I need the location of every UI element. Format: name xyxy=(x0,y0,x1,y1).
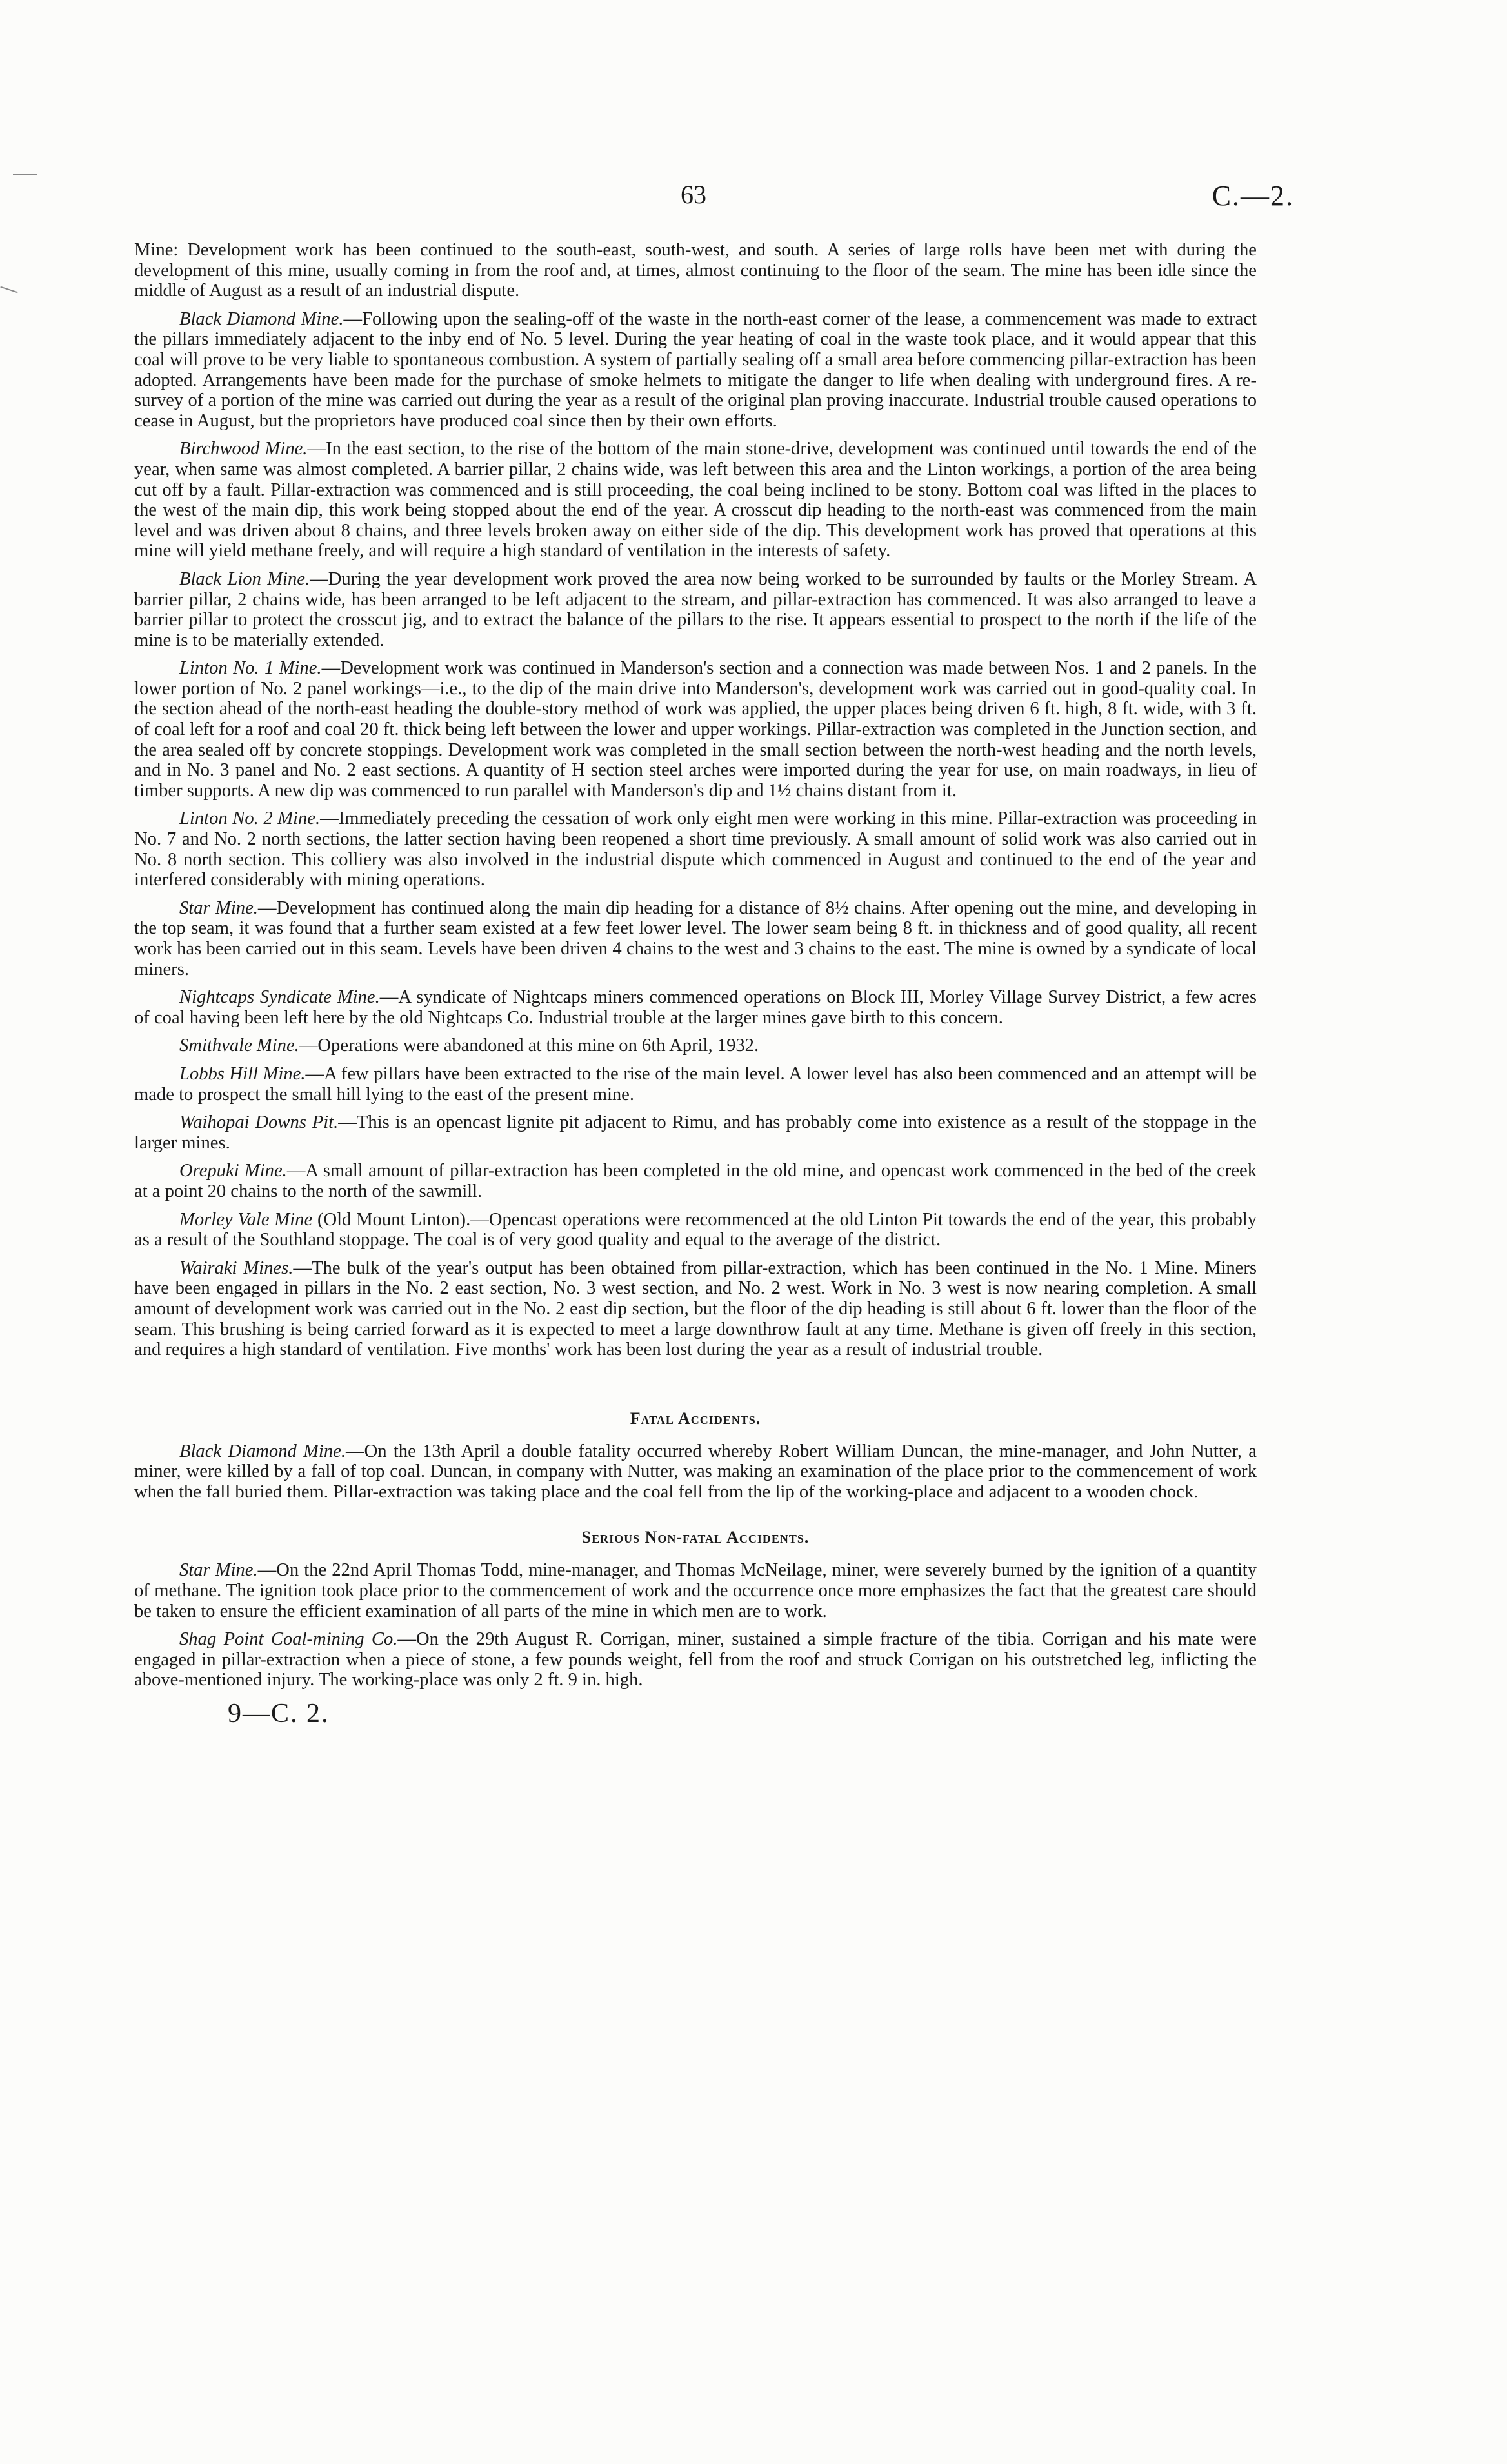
paragraph-text: —Development has continued along the main dip heading for a distance of 8½ chains. After opening out the mine, and developing in the top seam, it was found that a further seam existed at a few feet lower level. The lower seam being 8 ft. in thickness and of good quality, all recent work has been carried out in this seam. Levels have been driven 4 chains to the west and 3 chains to the east. The mine is owned by a syndicate of local miners. xyxy=(134,897,1257,979)
paragraph-text: —On the 22nd April Thomas Todd, mine-manager, and Thomas McNeilage, miner, were severely burned by the ignition of a quantity of methane. The ignition took place prior to the commencement of work and the occurrence once more emphasizes the fact that the greatest care should be taken to ensure the efficient examination of all parts of the mine in which men are to work. xyxy=(134,1560,1257,1621)
paragraph-smithvale xyxy=(134,1036,1257,1056)
mine-reports xyxy=(134,240,1257,1360)
mine-name: Wairaki Mines. xyxy=(179,1257,294,1278)
margin-mark xyxy=(0,286,17,294)
section-heading-fatal-accidents: Fatal Accidents. xyxy=(630,1408,761,1428)
mine-name: Linton No. 2 Mine. xyxy=(179,808,321,829)
section-heading-serious-accidents: Serious Non-fatal Accidents. xyxy=(581,1528,810,1547)
paragraph-text: —Development work was continued in Manderson's section and a connection was made between Nos. 1 and 2 panels. In the lower portion of No. 2 panel workings—i.e., to the dip of the main drive into Manderson's, development work was carried out in good-quality coal. In the section ahead of the north-east heading the double-story method of work was applied, the upper places being driven 6 ft. high, 8 ft. wide, with 3 ft. of coal left for a roof and coal 20 ft. thick being left between the lower and upper workings. Pillar-extraction was completed in the Junction section, and the area sealed off by concrete stoppings. Development work was completed in the small section between the north-west heading and the north levels, and in No. 3 panel and No. 2 east sections. A quantity of H section steel arches were imported during the year for use, on main roadways, in lieu of timber supports. A new dip was commenced to run parallel with Manderson's dip and 1½ chains distant from it. xyxy=(134,658,1257,801)
paragraph-linton-1 xyxy=(134,658,1257,801)
mine-name: Smithvale Mine. xyxy=(179,1036,299,1056)
paragraph-serious-shag-point xyxy=(134,1629,1257,1690)
paragraph-wairaki xyxy=(134,1258,1257,1360)
paragraph-text: —On the 29th August R. Corrigan, miner, sustained a simple fracture of the tibia. Corrigan and his mate were engaged in pillar-extraction when a piece of stone, a few pounds weight, fell from the roof and struck Corrigan on his outstretched leg, inflicting the above-mentioned injury. The working-place was only 2 ft. 9 in. high. xyxy=(134,1629,1257,1690)
mine-name: Orepuki Mine. xyxy=(179,1161,287,1181)
mine-name: Linton No. 1 Mine. xyxy=(179,658,322,679)
page-header xyxy=(0,179,1507,218)
document-reference: C.—2. xyxy=(1212,180,1294,212)
mine-name: Star Mine. xyxy=(179,1560,258,1581)
page-number: 63 xyxy=(681,180,706,209)
paragraph-text: —The bulk of the year's output has been obtained from pillar-extraction, which has been continued in the No. 1 Mine. Miners have been engaged in pillars in the No. 2 east section, No. 3 west section, and No. 2 west. Work in No. 3 west is now nearing completion. A small amount of development work was carried out in the No. 2 east dip section, but the floor of the dip heading is still about 6 ft. lower than the floor of the seam. This brushing is being carried forward as it is expected to meet a large downthrow fault at any time. Methane is given off freely in this section, and requires a high standard of ventilation. Five months' work has been lost during the year as a result of industrial trouble. xyxy=(134,1257,1257,1360)
paragraph-orepuki xyxy=(134,1161,1257,1201)
paragraph-waihopai xyxy=(134,1112,1257,1153)
signature-mark: 9—C. 2. xyxy=(228,1699,330,1729)
paragraph-text: —Immediately preceding the cessation of work only eight men were working in this mine. Pillar-extraction was proceeding in No. 7 and No. 2 north sections, the latter section having been reopened a short time previously. A small amount of solid work was also carried out in No. 8 north section. This colliery was also involved in the industrial dispute which commenced in August and continued to the end of the year and interfered considerably with mining operations. xyxy=(134,808,1257,890)
mine-name: Nightcaps Syndicate Mine. xyxy=(179,987,380,1008)
paragraph-text: —A few pillars have been extracted to the rise of the main level. A lower level has also been commenced and an attempt will be made to prospect the small hill lying to the east of the present mine. xyxy=(134,1063,1257,1105)
paragraph-text: —Following upon the sealing-off of the waste in the north-east corner of the lease, a commencement was made to extract the pillars immediately adjacent to the inby end of No. 5 level. During the year heating of coal in the waste took place, and it would appear that this coal will prove to be very liable to spontaneous combustion. A system of partially sealing off a small area before commencing pillar-extraction has been adopted. Arrangements have been made for the purchase of smoke helmets to mitigate the danger to life when dealing with underground fires. A re-survey of a portion of the mine was carried out during the year as a result of the original plan proving inaccurate. Industrial trouble caused operations to cease in August, but the proprietors have produced coal since then by their own efforts. xyxy=(134,308,1257,431)
paragraph-linton-2 xyxy=(134,808,1257,890)
paragraph-text: —Operations were abandoned at this mine on 6th April, 1932. xyxy=(299,1036,759,1056)
mine-name: Shag Point Coal-mining Co. xyxy=(179,1629,398,1650)
paragraph-black-lion xyxy=(134,569,1257,650)
paragraph-nightcaps xyxy=(134,987,1257,1028)
report-body xyxy=(134,240,1257,1729)
mine-name: Waihopai Downs Pit. xyxy=(179,1112,339,1133)
mine-name: Lobbs Hill Mine. xyxy=(179,1063,306,1084)
paragraph-text: —On the 13th April a double fatality occurred whereby Robert William Duncan, the mine-manager, and John Nutter, a miner, were killed by a fall of top coal. Duncan, in company with Nutter, was making an examination of the place prior to the commencement of work when the fall buried them. Pillar-extraction was taking place and the coal fell from the lip of the working-place and adjacent to a wooden chock. xyxy=(134,1441,1257,1502)
paragraph-black-diamond xyxy=(134,309,1257,432)
mine-name: Birchwood Mine. xyxy=(179,439,308,459)
paragraph-serious-star xyxy=(134,1560,1257,1621)
paragraph-text: (Old Mount Linton).—Opencast operations were recommenced at the old Linton Pit towards the end of the year, this probably as a result of the Southland stoppage. The coal is of very good quality and equal to the average of the district. xyxy=(134,1209,1257,1250)
paragraph-morley-vale xyxy=(134,1210,1257,1250)
margin-mark xyxy=(13,174,37,175)
paragraph-text: —This is an opencast lignite pit adjacent to Rimu, and has probably come into existence as a result of the stoppage in the larger mines. xyxy=(134,1112,1257,1153)
paragraph-text: —During the year development work proved the area now being worked to be surrounded by faults or the Morley Stream. A barrier pillar, 2 chains wide, has been arranged to be left adjacent to the stream, and pillar-extraction has commenced. It was also arranged to leave a barrier pillar to protect the crosscut jig, and to extract the balance of the pillars to the rise. It appears essential to prospect to the north if the life of the mine is to be materially extended. xyxy=(134,568,1257,650)
paragraph-text: —In the east section, to the rise of the bottom of the main stone-drive, development was continued until towards the end of the year, when same was almost completed. A barrier pillar, 2 chains wide, was left between this area and the Linton workings, a portion of the area being cut off by a fault. Pillar-extraction was commenced and is still proceeding, the coal being inclined to be stony. Bottom coal was lifted in the places to the west of the main dip, this work being stopped about the end of the year. A crosscut dip heading to the north-east was commenced from the main level and was driven about 8 chains, and three levels broken away on either side of the dip. This development work has proved that operations at this mine will yield methane freely, and will require a high standard of ventilation in the interests of safety. xyxy=(134,439,1257,561)
paragraph-text: Mine: Development work has been continued to the south-east, south-west, and south. A series of large rolls have been met with during the development of this mine, usually coming in from the roof and, at times, almost continuing to the floor of the seam. The mine has been idle since the middle of August as a result of an industrial dispute. xyxy=(134,240,1257,301)
mine-name: Black Diamond Mine. xyxy=(179,308,344,329)
paragraph-birchwood xyxy=(134,439,1257,561)
paragraph-continued xyxy=(134,240,1257,301)
paragraph-text: —A syndicate of Nightcaps miners commenced operations on Block III, Morley Village Survey District, a few acres of coal having been left here by the old Nightcaps Co. Industrial trouble at the larger mines gave birth to this concern. xyxy=(134,987,1257,1028)
paragraph-text: —A small amount of pillar-extraction has been completed in the old mine, and opencast work commenced in the bed of the creek at a point 20 chains to the north of the sawmill. xyxy=(134,1161,1257,1201)
mine-name: Star Mine. xyxy=(179,897,258,918)
paragraph-star xyxy=(134,898,1257,979)
paragraph-lobbs-hill xyxy=(134,1064,1257,1105)
paragraph-fatal-black-diamond xyxy=(134,1441,1257,1503)
mine-name: Black Lion Mine. xyxy=(179,568,310,589)
mine-name: Black Diamond Mine. xyxy=(179,1441,346,1461)
mine-name: Morley Vale Mine xyxy=(179,1209,313,1230)
